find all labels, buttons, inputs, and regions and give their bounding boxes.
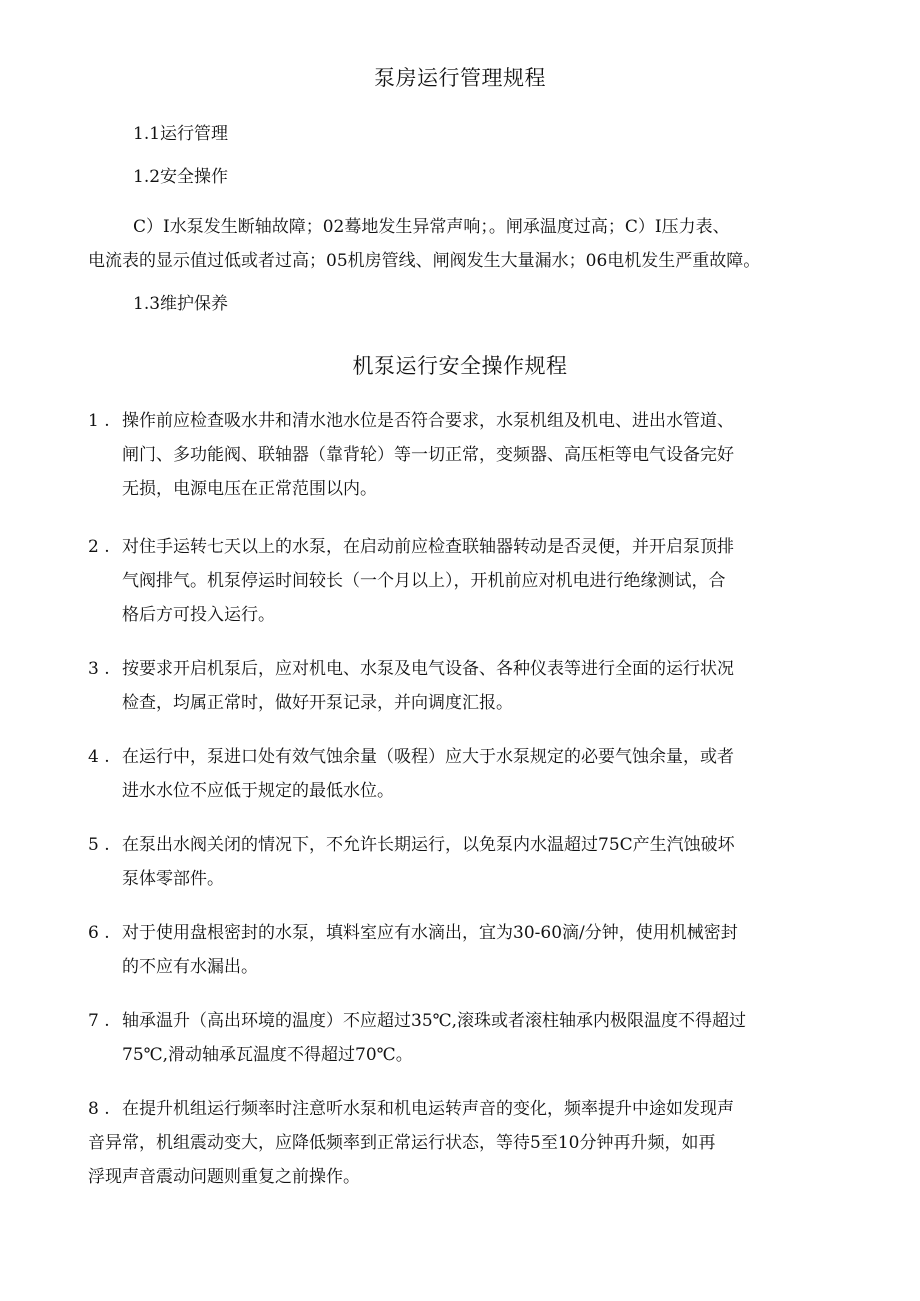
- rule-number: 8 .: [88, 1099, 110, 1119]
- rule-number: 2 .: [88, 537, 110, 557]
- rule-2-line-3: 格后方可投入运行。: [122, 605, 275, 625]
- rule-4-line-1: 4 . 在运行中，泵进口处有效气蚀余量（吸程）应大于水泵规定的必要气蚀余量，或者: [88, 740, 852, 774]
- doc-title-pump-room: 泵房运行管理规程: [374, 66, 546, 90]
- rule-number: 1 .: [88, 411, 110, 431]
- faults-line-2: 电流表的显示值过低或者过高；05机房管线、闸阀发生大量漏水；06电机发生严重故障。: [88, 251, 761, 271]
- rule-4-line-2: 进水水位不应低于规定的最低水位。: [122, 781, 394, 801]
- rule-item-2: [88, 530, 852, 632]
- rule-5-line-2: 泵体零部件。: [122, 869, 224, 889]
- rule-8-line-3: 浮现声音震动问题则重复之前操作。: [88, 1167, 360, 1187]
- section-1-2: 1.2安全操作: [133, 167, 229, 187]
- rule-number: 3 .: [88, 659, 110, 679]
- section-1-3: 1.3维护保养: [133, 294, 229, 314]
- rule-7-line-2: 75℃,滑动轴承瓦温度不得超过70℃。: [122, 1045, 413, 1065]
- rule-item-3: [88, 652, 852, 720]
- rule-5-line-1: 5 . 在泵出水阀关闭的情况下，不允许长期运行，以免泵内水温超过75C产生汽蚀破坏: [88, 828, 852, 862]
- rule-2-line-1: 2 . 对住手运转七天以上的水泵，在启动前应检查联轴器转动是否灵便，并开启泵顶排: [88, 530, 852, 564]
- rule-3-line-2: 检查，均属正常时，做好开泵记录，并向调度汇报。: [122, 693, 513, 713]
- rule-number: 5 .: [88, 835, 110, 855]
- rule-8-line-2: 音异常，机组震动变大，应降低频率到正常运行状态，等待5至10分钟再升频，如再: [88, 1133, 716, 1153]
- rule-3-line-1: 3 . 按要求开启机泵后，应对机电、水泵及电气设备、各种仪表等进行全面的运行状况: [88, 652, 852, 686]
- rule-7-line-1: 7 . 轴承温升（高出环境的温度）不应超过35℃,滚珠或者滚柱轴承内极限温度不得超过: [88, 1004, 852, 1038]
- section-1-1: 1.1运行管理: [133, 124, 229, 144]
- rule-number: 4 .: [88, 747, 110, 767]
- faults-line-1: C）I水泵发生断轴故障；02蓦地发生异常声响；。闸承温度过高；C）I压力表、: [133, 217, 730, 237]
- rule-item-7: [88, 1004, 852, 1072]
- rule-item-4: [88, 740, 852, 808]
- rule-2-line-2: 气阀排气。机泵停运时间较长（一个月以上），开机前应对机电进行绝缘测试，合: [122, 571, 726, 591]
- rule-6-line-1: 6 . 对于使用盘根密封的水泵，填料室应有水滴出，宜为30-60滴/分钟，使用机械密封: [88, 916, 852, 950]
- rule-item-5: [88, 828, 852, 896]
- rule-6-line-2: 的不应有水漏出。: [122, 957, 258, 977]
- doc-title-pump-safety: 机泵运行安全操作规程: [352, 354, 568, 378]
- rule-number: 7 .: [88, 1011, 110, 1031]
- rule-1-line-3: 无损，电源电压在正常范围以内。: [122, 479, 377, 499]
- rule-8-line-1: 8 . 在提升机组运行频率时注意听水泵和机电运转声音的变化，频率提升中途如发现声: [88, 1092, 852, 1126]
- rule-1-line-1: 1 . 操作前应检查吸水井和清水池水位是否符合要求，水泵机组及机电、进出水管道、: [88, 404, 852, 438]
- rule-number: 6 .: [88, 923, 110, 943]
- rule-item-1: [88, 404, 852, 506]
- rule-1-line-2: 闸门、多功能阀、联轴器（靠背轮）等一切正常，变频器、高压柜等电气设备完好: [122, 445, 734, 465]
- rule-item-8: [88, 1092, 852, 1194]
- rule-item-6: [88, 916, 852, 984]
